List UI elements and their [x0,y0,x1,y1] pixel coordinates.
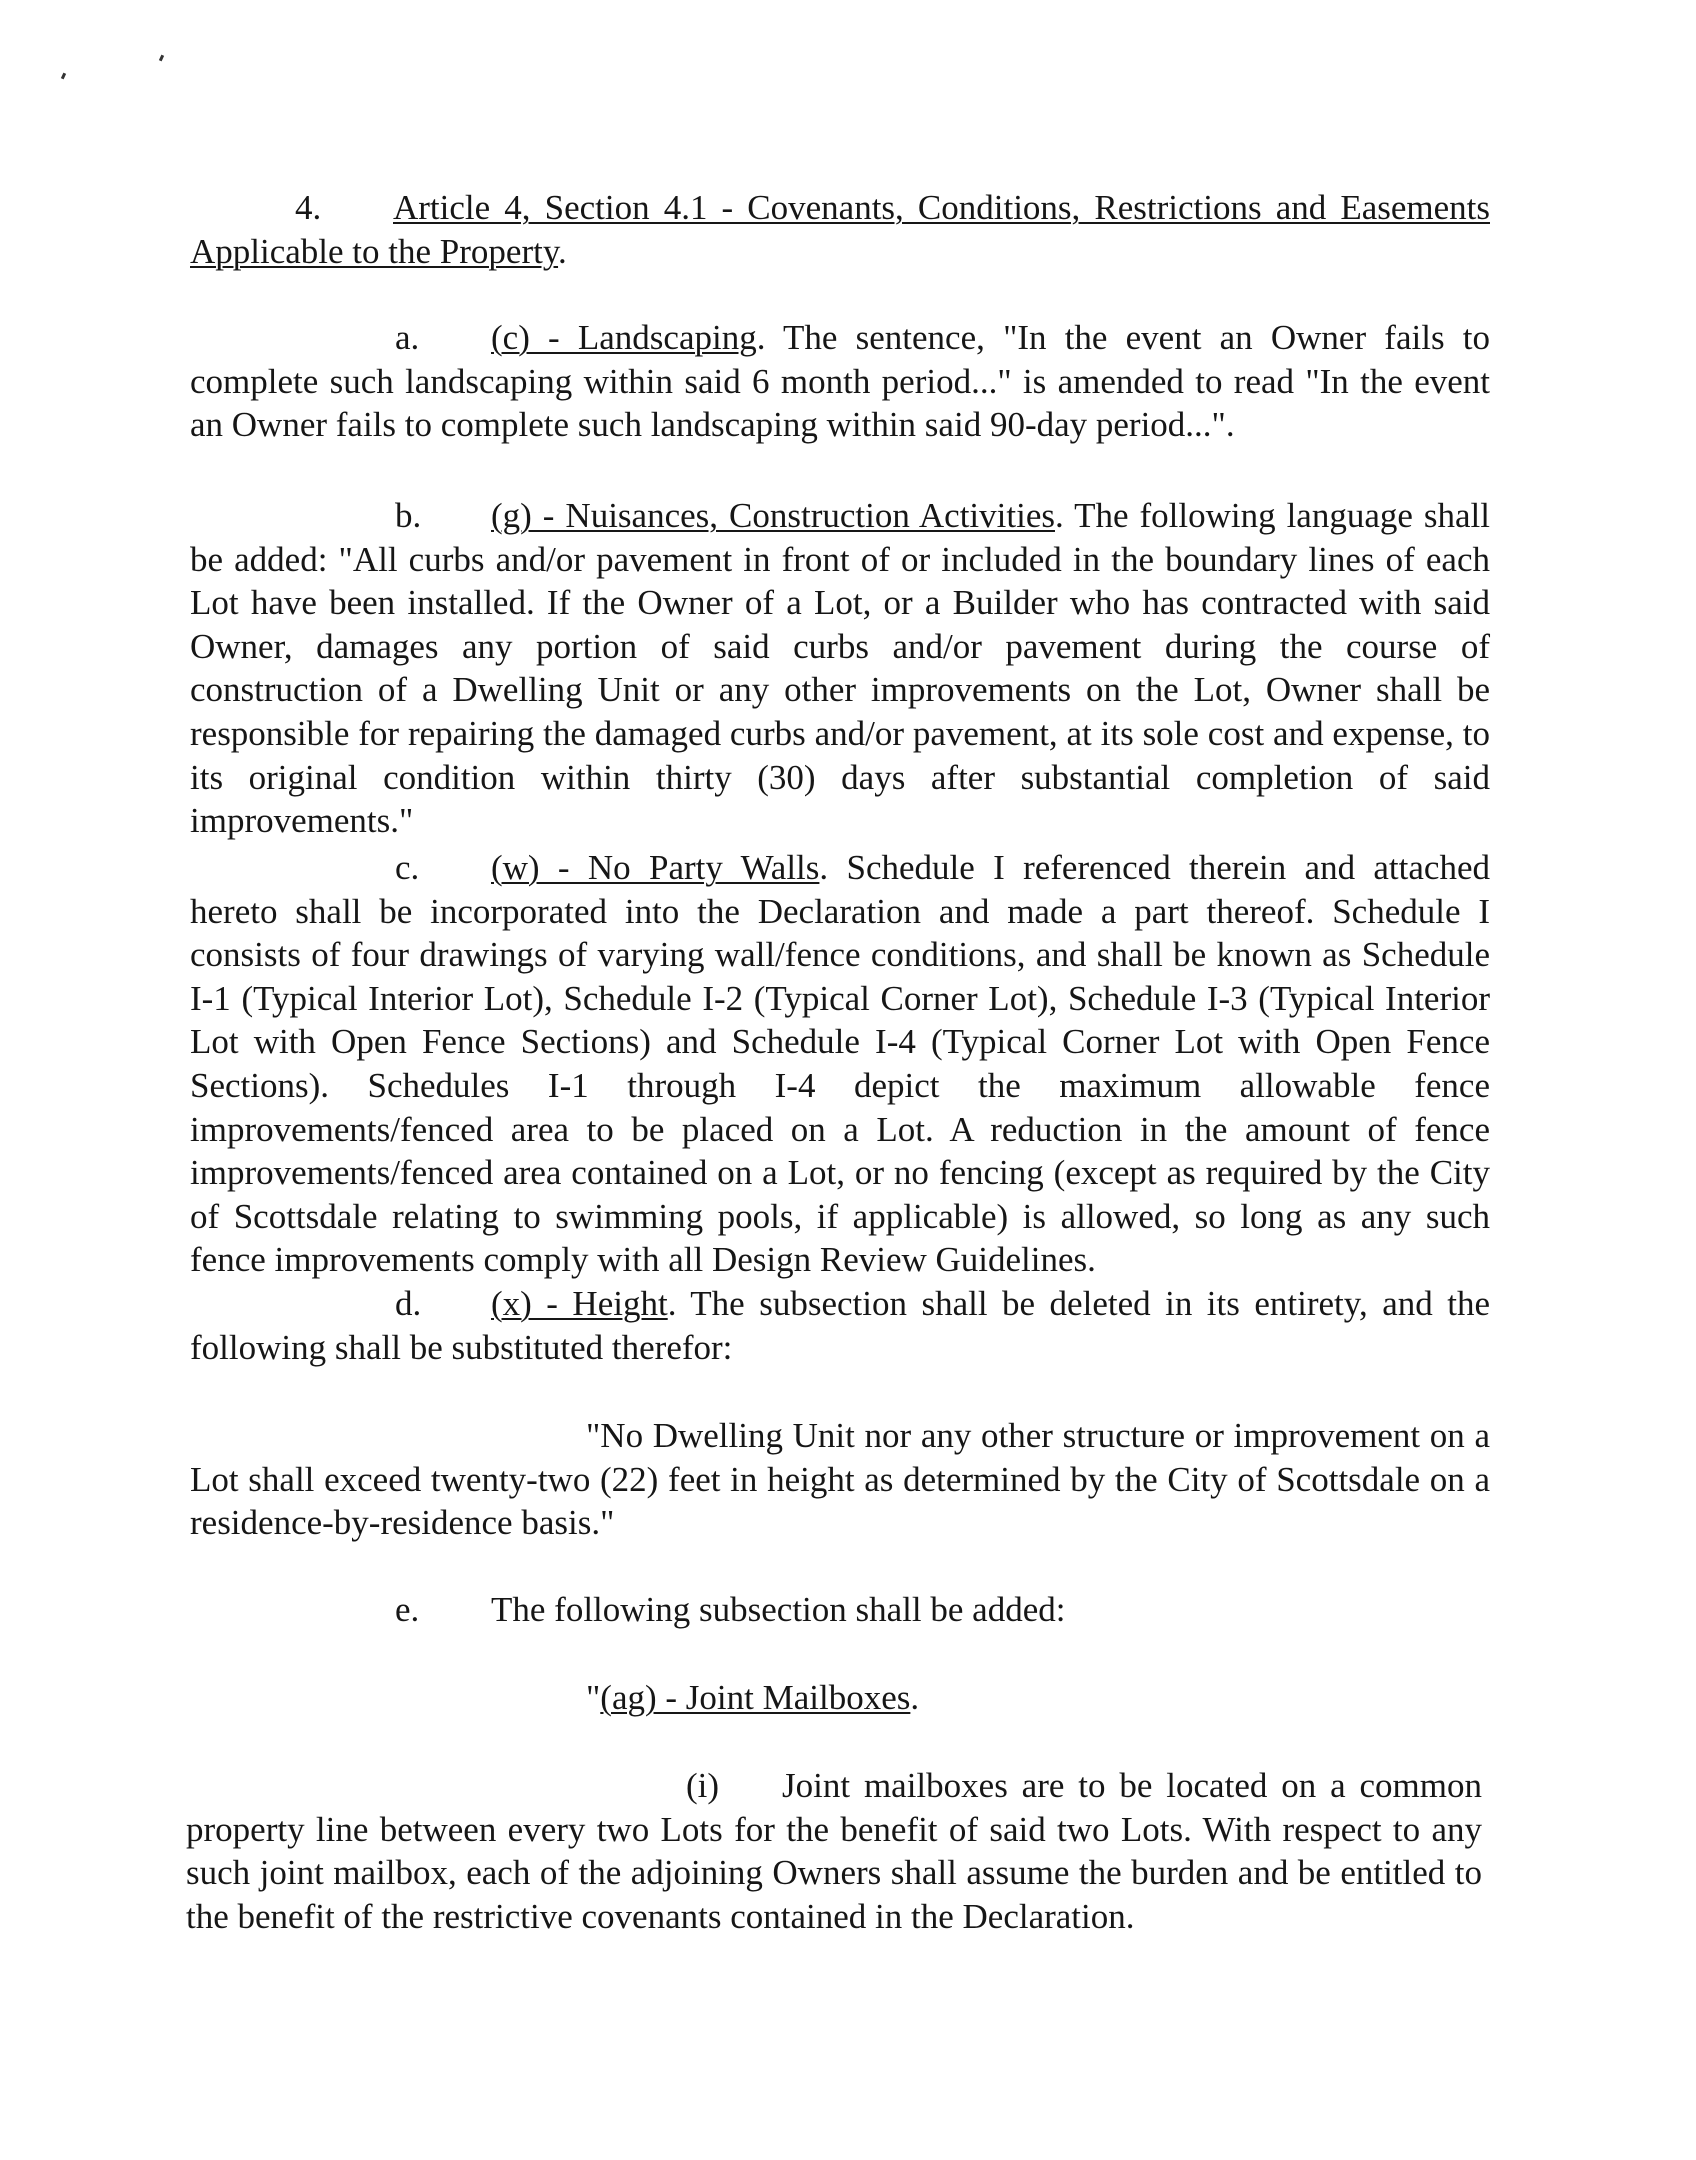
item-heading: (w) - No Party Walls [491,848,820,887]
section-title-line2: Applicable to the Property [190,231,559,271]
item-b-paragraph [190,494,1490,843]
item-e-paragraph [190,1588,1490,1632]
item-letter: a. [395,318,420,357]
clause-i-paragraph [186,1764,1482,1938]
item-letter: b. [395,496,422,535]
scan-mark [61,73,66,80]
item-body: . Schedule I referenced therein and attached hereto shall be incorporated into the Declaration and made a part thereof. Schedule I consists of four drawings of varying wall/fence conditions, and shall be known as Schedule I-1 (Typical Interior Lot), Schedule I-2 (Typical Corner Lot), Schedule I-3 (Typical Interior Lot with Open Fence Sections) and Schedule I-4 (Typical Corner Lot with Open Fence Sections). Schedules I-1 through I-4 depict the maximum allowable fence improvements/fenced area to be placed on a Lot. A reduction in the amount of fence improvements/fenced area contained on a Lot, or no fencing (except as required by the City of Scottsdale relating to swimming pools, if applicable) is allowed, so long as any such fence improvements comply with all Design Review Guidelines. [190,848,1490,1280]
subsection-title: (ag) - Joint Mailboxes [600,1678,911,1717]
clause-text: Joint mailboxes are to be located on a common property line between every two Lots for the benefit of said two Lots. With respect to any such joint mailbox, each of the adjoining Owners shall assume the burden and be entitled to the benefit of the restrictive covenants contained in the Declaration. [186,1766,1482,1936]
item-heading: (c) - Landscaping [491,318,757,357]
item-a-paragraph [190,316,1490,447]
item-heading: (g) - Nuisances, Construction Activities [491,496,1055,535]
item-body: . The subsection shall be deleted in its entirety, and the following shall be substituted therefor: [190,1284,1490,1367]
item-body: The following subsection shall be added: [491,1590,1066,1629]
scan-mark [159,55,164,62]
item-c-paragraph [190,846,1490,1282]
subsection-ag-heading: "(ag) - Joint Mailboxes. [586,1678,920,1717]
item-heading: (x) - Height [491,1284,668,1323]
section-title-line1: Article 4, Section 4.1 - Covenants, Conditions, Restrictions and Easements [393,188,1490,227]
height-quote-paragraph [190,1414,1490,1545]
item-d-paragraph [190,1282,1490,1369]
section-number: 4. [295,188,322,227]
item-body: . The following language shall be added: "All curbs and/or pavement in front of or included in the boundary lines of each Lot have been installed. If the Owner of a Lot, or a Builder who has contracted with said Owner, damages any portion of said curbs and/or pavement during the course of construction of a Dwelling Unit or any other improvements on the Lot, Owner shall be responsible for repairing the damaged curbs and/or pavement, at its sole cost and expense, to its original condition within thirty (30) days after substantial completion of said improvements." [190,496,1490,841]
quoted-text: "No Dwelling Unit nor any other structure or improvement on a Lot shall exceed twenty-two (22) feet in height as determined by the City of Scottsdale on a residence-by-residence basis." [190,1416,1490,1543]
item-letter: d. [395,1284,422,1323]
item-letter: c. [395,848,420,887]
item-body: . The sentence, "In the event an Owner fails to complete such landscaping within said 6 month period..." is amended to read "In the event an Owner fails to complete such landscaping within said 90-day period...". [190,318,1490,445]
clause-number: (i) [686,1766,720,1805]
section-4-heading: 4. Article 4, Section 4.1 - Covenants, Conditions, Restrictions and Easements Applicable to the Property. [190,188,1490,271]
item-letter: e. [395,1590,420,1629]
